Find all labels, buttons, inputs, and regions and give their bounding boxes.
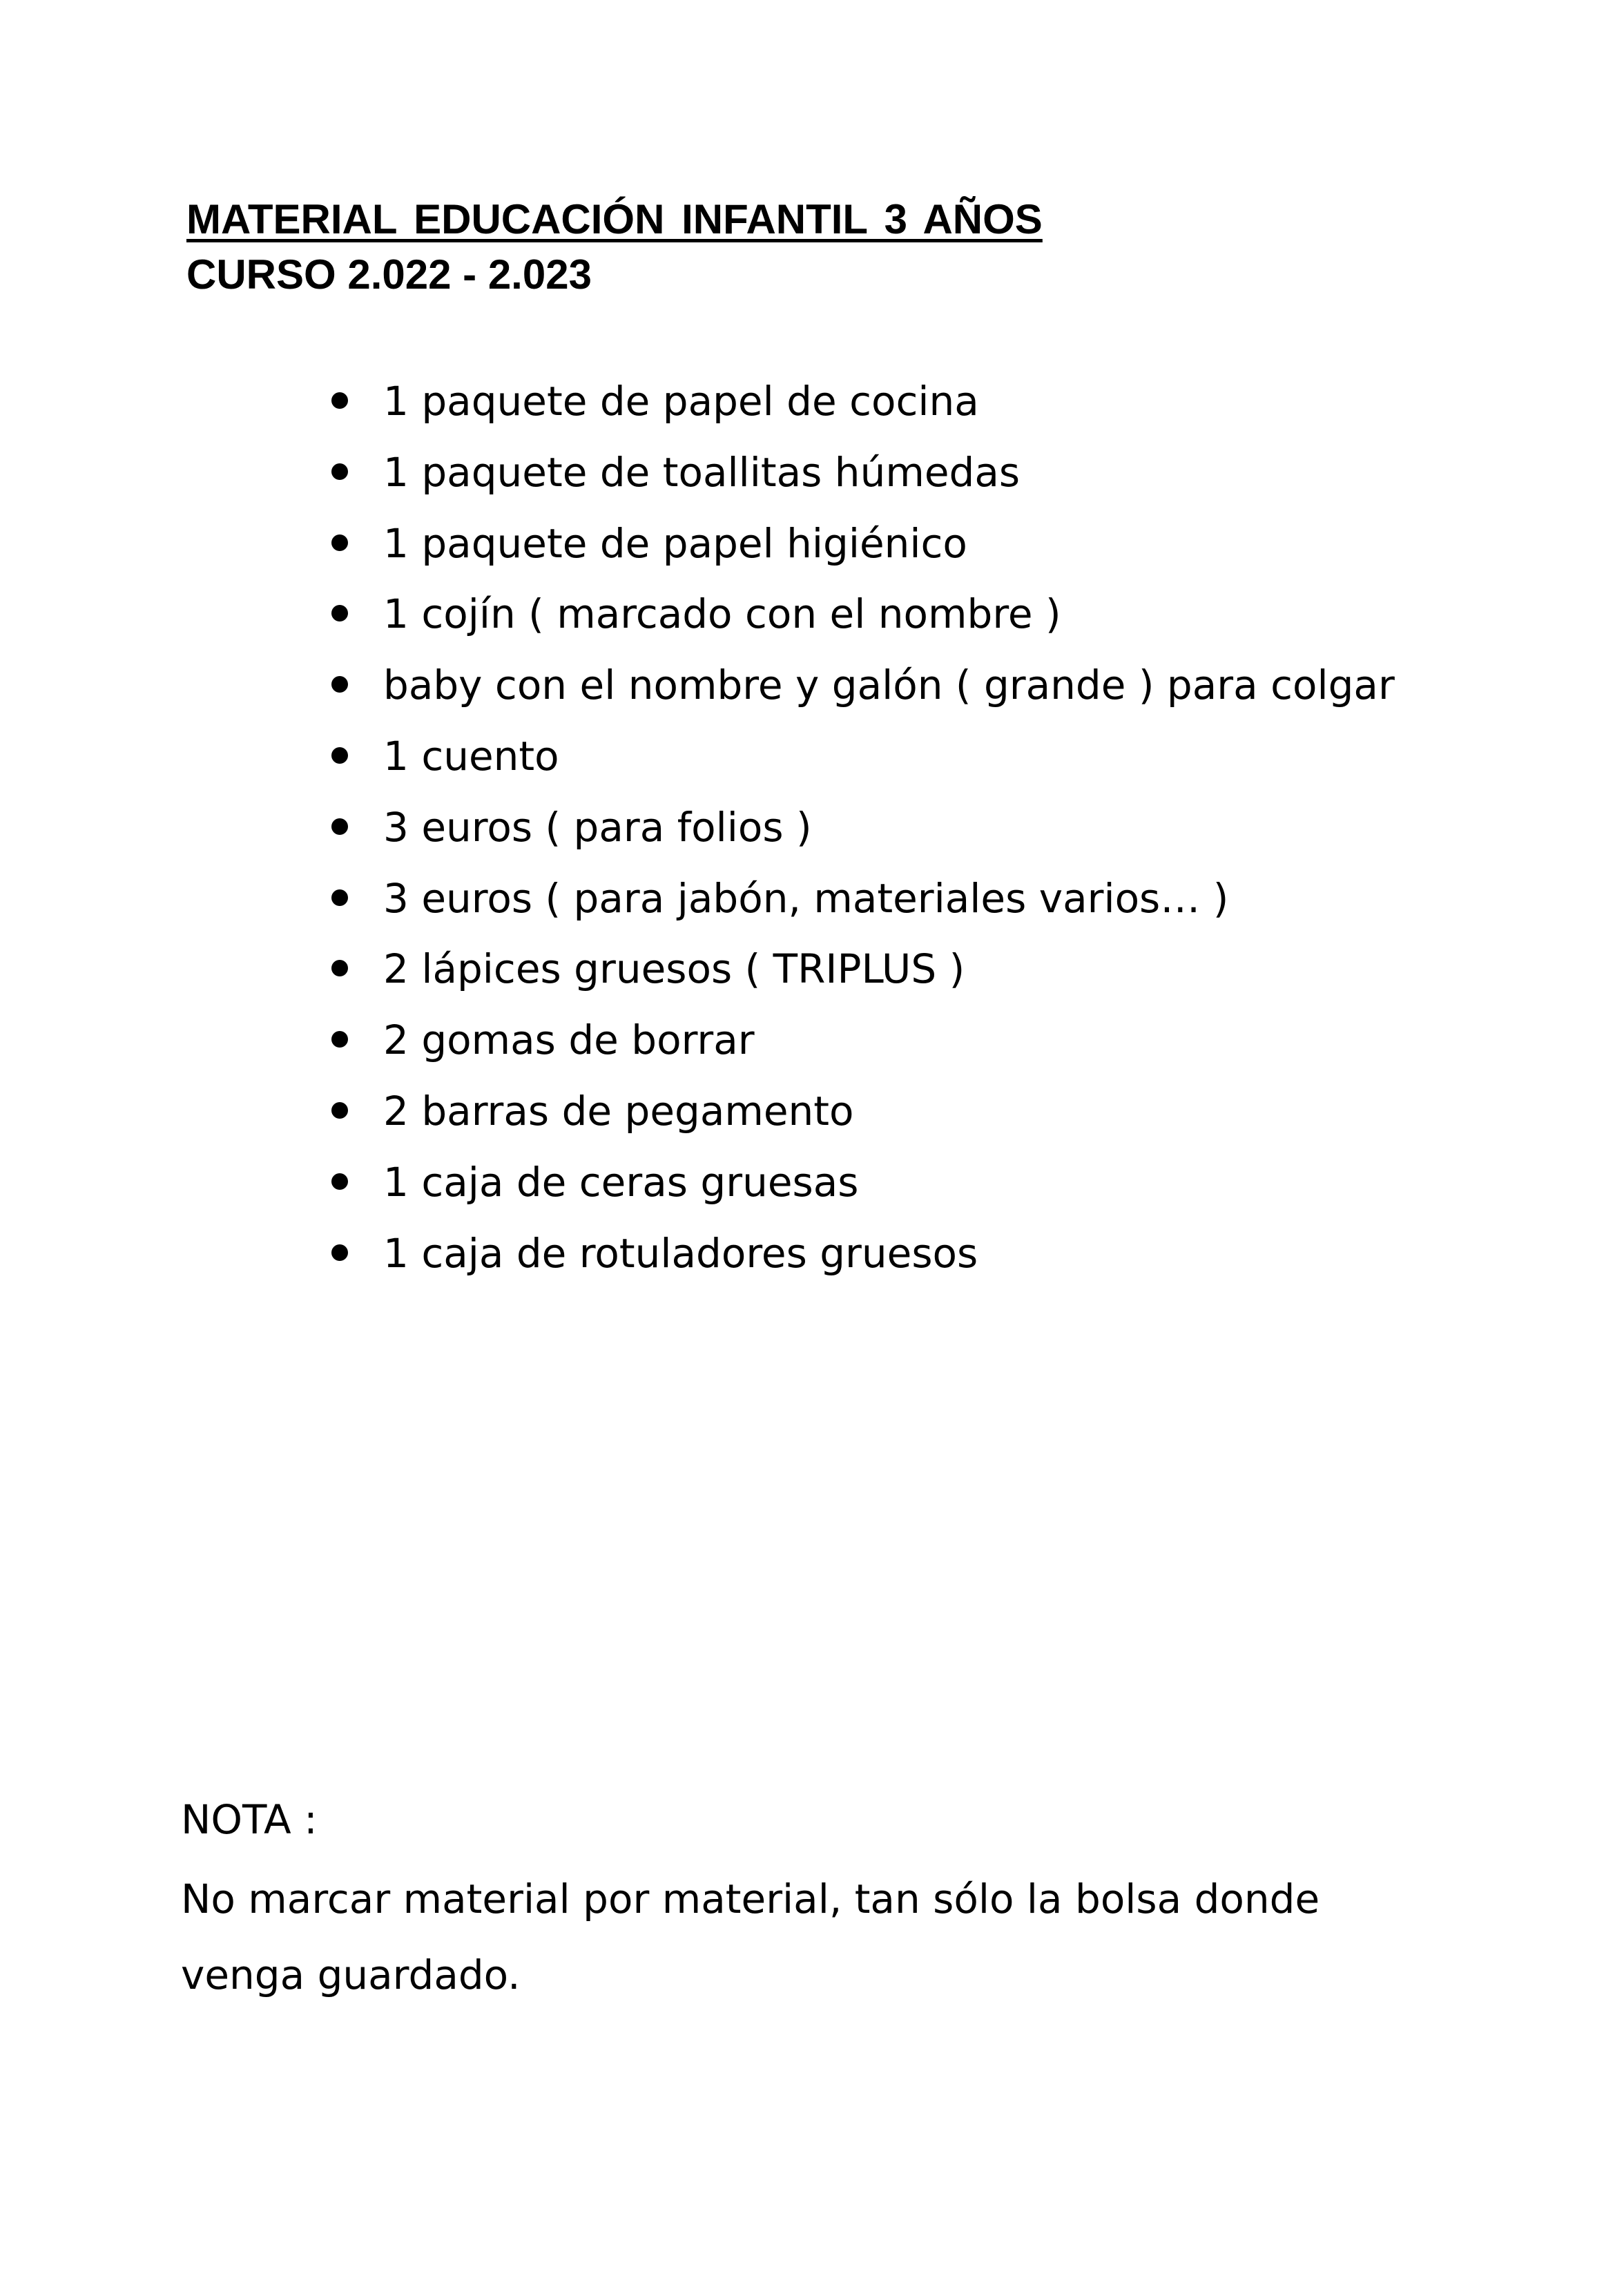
bullet-icon: [331, 1031, 348, 1048]
bullet-icon: [331, 392, 348, 409]
list-item: [331, 650, 1395, 721]
list-item-text: 2 gomas de borrar: [383, 1016, 755, 1064]
course-year: CURSO 2.022 - 2.023: [186, 251, 592, 298]
list-item-text: 1 caja de rotuladores gruesos: [383, 1229, 978, 1277]
list-item: [331, 863, 1395, 934]
list-item-text: 1 cojín ( marcado con el nombre ): [383, 590, 1061, 638]
list-item: [331, 1147, 1395, 1218]
list-item-text: 1 caja de ceras gruesas: [383, 1158, 859, 1206]
document-header: [186, 192, 1498, 302]
list-item-text: 3 euros ( para folios ): [383, 803, 812, 851]
list-item-text: 2 lápices gruesos ( TRIPLUS ): [383, 945, 965, 993]
note-text: No marcar material por material, tan sólo la bolsa donde venga guardado.: [181, 1876, 1320, 1998]
bullet-icon: [331, 676, 348, 693]
list-item: [331, 792, 1395, 863]
bullet-icon: [331, 889, 348, 906]
list-item: [331, 366, 1395, 437]
bullet-icon: [331, 818, 348, 835]
document-title: MATERIAL EDUCACIÓN INFANTIL 3 AÑOS: [186, 196, 1043, 242]
bullet-icon: [331, 960, 348, 976]
list-item: [331, 1218, 1395, 1289]
list-item: [331, 437, 1395, 508]
list-item: [331, 1005, 1395, 1076]
list-item: [331, 721, 1395, 792]
bullet-icon: [331, 605, 348, 621]
bullet-icon: [331, 1244, 348, 1261]
list-item-text: 1 paquete de toallitas húmedas: [383, 448, 1021, 496]
bullet-icon: [331, 1173, 348, 1190]
list-item-text: 1 cuento: [383, 732, 559, 780]
bullet-icon: [331, 534, 348, 551]
bullet-icon: [331, 463, 348, 480]
list-item-text: 1 paquete de papel de cocina: [383, 378, 979, 425]
list-item: [331, 1076, 1395, 1147]
note-section: [181, 1785, 1562, 2013]
bullet-icon: [331, 747, 348, 764]
note-label: NOTA :: [181, 1796, 318, 1843]
list-item: [331, 579, 1395, 650]
list-item-text: 3 euros ( para jabón, materiales varios… ): [383, 874, 1229, 922]
list-item: [331, 934, 1395, 1005]
list-item: [331, 508, 1395, 579]
materials-list: [331, 366, 1395, 1289]
list-item-text: 1 paquete de papel higiénico: [383, 519, 967, 567]
bullet-icon: [331, 1102, 348, 1119]
list-item-text: 2 barras de pegamento: [383, 1087, 854, 1135]
list-item-text: baby con el nombre y galón ( grande ) para colgar: [383, 662, 1395, 709]
